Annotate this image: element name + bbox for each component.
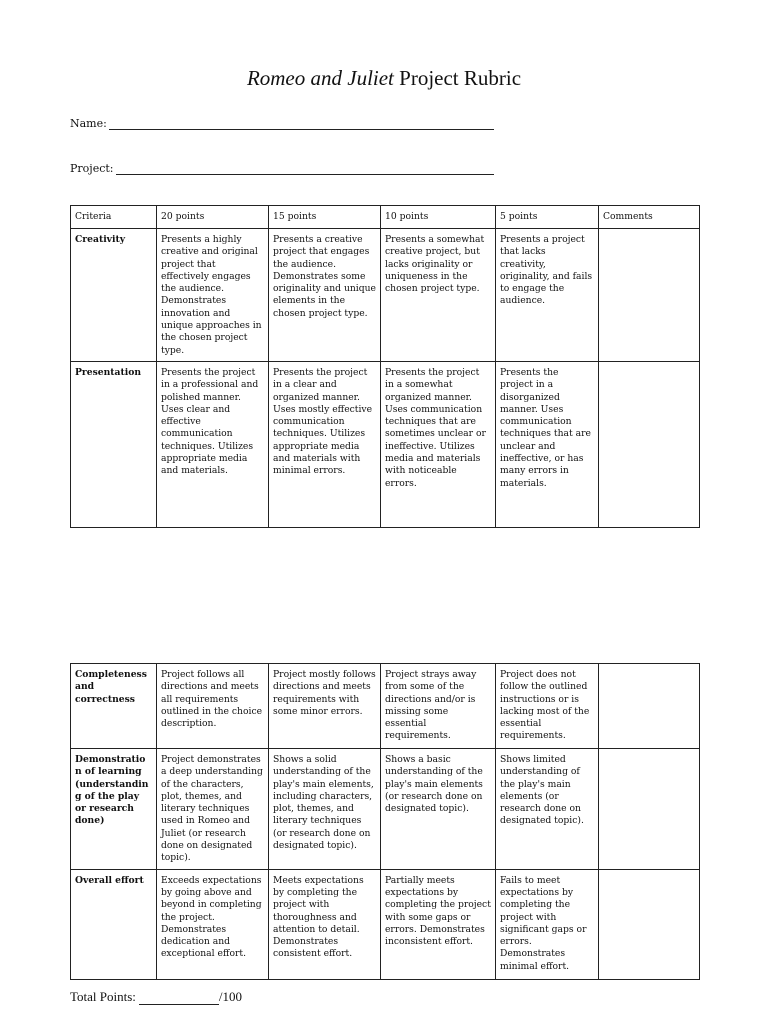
header-5-points: 5 points — [496, 206, 599, 229]
rubric-table-part-2 — [70, 663, 700, 980]
score-cell: Project mostly follows directions and meets requirements with some minor errors. — [269, 664, 381, 749]
criteria-cell: Completeness and correctness — [71, 664, 157, 749]
name-field — [70, 117, 494, 130]
score-cell: Fails to meet expectations by completing the project with significant gaps or errors. Demonstrates minimal effort. — [496, 869, 599, 979]
table-row — [71, 869, 700, 979]
score-cell: Project does not follow the outlined instructions or is lacking most of the essential requirements. — [496, 664, 599, 749]
table-row — [71, 229, 700, 362]
score-cell: Presents the project in a somewhat organized manner. Uses communication techniques that are sometimes unclear or ineffective. Utilizes media and materials with noticeable errors. — [381, 361, 496, 527]
comments-cell[interactable] — [599, 869, 700, 979]
score-cell: Presents a project that lacks creativity, originality, and fails to engage the audience. — [496, 229, 599, 362]
table-header-row — [71, 206, 700, 229]
page-title — [0, 66, 768, 91]
comments-cell[interactable] — [599, 229, 700, 362]
score-cell: Project follows all directions and meets all requirements outlined in the choice description. — [157, 664, 269, 749]
title-italic: Romeo and Juliet — [246, 66, 394, 90]
score-cell: Meets expectations by completing the project with thoroughness and attention to detail. Demonstrates consistent effort. — [269, 869, 381, 979]
name-blank[interactable] — [109, 117, 494, 130]
score-cell: Presents a creative project that engages the audience. Demonstrates some originality and unique elements in the chosen project type. — [269, 229, 381, 362]
criteria-cell: Presentation — [71, 361, 157, 527]
score-cell: Presents a somewhat creative project, but lacks originality or uniqueness in the chosen project type. — [381, 229, 496, 362]
table-row — [71, 749, 700, 870]
total-blank[interactable] — [139, 990, 219, 1005]
name-label: Name: — [70, 117, 107, 130]
score-cell: Presents the project in a professional and polished manner. Uses clear and effective communication techniques. Utilizes appropriate media and materials. — [157, 361, 269, 527]
score-cell: Exceeds expectations by going above and beyond in completing the project. Demonstrates dedication and exceptional effort. — [157, 869, 269, 979]
project-field — [70, 162, 494, 175]
project-label: Project: — [70, 162, 114, 175]
criteria-cell: Demonstration of learning (understanding of the play or research done) — [71, 749, 157, 870]
score-cell: Shows a basic understanding of the play's main elements (or research done on designated topic). — [381, 749, 496, 870]
total-points — [70, 989, 242, 1005]
criteria-cell: Creativity — [71, 229, 157, 362]
criteria-cell: Overall effort — [71, 869, 157, 979]
comments-cell[interactable] — [599, 749, 700, 870]
score-cell: Shows limited understanding of the play's main elements (or research done on designated topic). — [496, 749, 599, 870]
header-15-points: 15 points — [269, 206, 381, 229]
total-label: Total Points: — [70, 989, 136, 1004]
header-10-points: 10 points — [381, 206, 496, 229]
score-cell: Shows a solid understanding of the play's main elements, including characters, plot, themes, and literary techniques (or research done on designated topic). — [269, 749, 381, 870]
score-cell: Project strays away from some of the directions and/or is missing some essential requirements. — [381, 664, 496, 749]
project-blank[interactable] — [116, 162, 494, 175]
comments-cell[interactable] — [599, 361, 700, 527]
comments-cell[interactable] — [599, 664, 700, 749]
header-20-points: 20 points — [157, 206, 269, 229]
header-criteria: Criteria — [71, 206, 157, 229]
score-cell: Project demonstrates a deep understanding of the characters, plot, themes, and literary techniques used in Romeo and Juliet (or research done on designated topic). — [157, 749, 269, 870]
table-row — [71, 664, 700, 749]
table-row — [71, 361, 700, 527]
score-cell: Presents a highly creative and original project that effectively engages the audience. Demonstrates innovation and unique approaches in the chosen project type. — [157, 229, 269, 362]
title-rest: Project Rubric — [393, 66, 522, 90]
header-comments: Comments — [599, 206, 700, 229]
score-cell: Presents the project in a disorganized manner. Uses communication techniques that are unclear and ineffective, or has many errors in materials. — [496, 361, 599, 527]
rubric-table-part-1 — [70, 205, 700, 528]
score-cell: Partially meets expectations by completing the project with some gaps or errors. Demonstrates inconsistent effort. — [381, 869, 496, 979]
total-suffix: /100 — [218, 989, 243, 1004]
score-cell: Presents the project in a clear and organized manner. Uses mostly effective communication techniques. Utilizes appropriate media and materials with minimal errors. — [269, 361, 381, 527]
